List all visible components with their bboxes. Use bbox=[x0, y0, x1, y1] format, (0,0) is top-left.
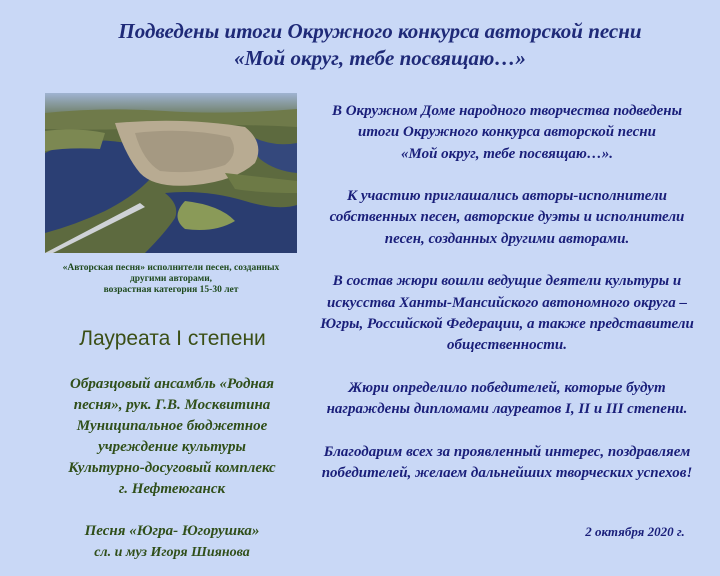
body-line: собственных песен, авторские дуэты и исполнители bbox=[329, 209, 685, 226]
winner-line-3: Муниципальное бюджетное bbox=[76, 418, 268, 434]
winner-line-5: Культурно-досуговый комплекс bbox=[68, 460, 276, 476]
spacer bbox=[300, 420, 714, 441]
body-line: К участию приглашались авторы-исполнители bbox=[346, 188, 668, 205]
body-line: Благодарим всех за проявленный интерес, поздравляем bbox=[323, 443, 691, 460]
title-line-1: Подведены итоги Окружного конкурса авторской песни bbox=[118, 19, 642, 43]
laureate-heading: Лауреата I степени bbox=[79, 327, 266, 350]
body-line: «Мой округ, тебе посвящаю…». bbox=[400, 145, 614, 162]
page-title bbox=[40, 18, 720, 72]
winner-block bbox=[36, 374, 308, 563]
publication-date: 2 октября 2020 г. bbox=[585, 524, 685, 539]
caption-line-1: «Авторская песня» исполнители песен, созданных bbox=[62, 263, 280, 273]
body-line: награждены дипломами лауреатов I, II и III степени. bbox=[326, 401, 688, 418]
body-line: общественности. bbox=[446, 337, 567, 354]
paragraph-jury bbox=[300, 271, 714, 356]
spacer bbox=[300, 250, 714, 271]
aerial-photo-illustration bbox=[45, 93, 297, 253]
body-line: искусства Ханты-Мансийского автономного округа – bbox=[327, 294, 687, 311]
article-body bbox=[300, 101, 714, 484]
spacer bbox=[300, 357, 714, 378]
body-line: Жюри определило победителей, которые будут bbox=[348, 379, 666, 396]
body-line: Югры, Российской Федерации, а также представители bbox=[320, 315, 694, 332]
body-line: итоги Окружного конкурса авторской песни bbox=[358, 124, 656, 141]
winner-line-2: песня», рук. Г.В. Москвитина bbox=[73, 397, 271, 413]
winner-line-1: Образцовый ансамбль «Родная bbox=[70, 376, 274, 392]
body-line: В состав жюри вошли ведущие деятели культуры и bbox=[332, 273, 682, 290]
paragraph-thanks bbox=[300, 442, 714, 485]
aerial-town-photo bbox=[45, 93, 297, 253]
title-line-2: «Мой округ, тебе посвящаю…» bbox=[234, 46, 526, 70]
body-line: победителей, желаем дальнейших творческих успехов! bbox=[321, 465, 693, 482]
paragraph-intro bbox=[300, 101, 714, 165]
body-line: песен, созданных другими авторами. bbox=[384, 230, 630, 247]
winner-line-4: учреждение культуры bbox=[98, 439, 246, 455]
winner-song: Песня «Югра- Югорушка» bbox=[84, 523, 260, 539]
winner-authors: сл. и муз Игоря Шиянова bbox=[94, 545, 250, 560]
paragraph-winners bbox=[300, 378, 714, 421]
spacer bbox=[300, 165, 714, 186]
paragraph-participants bbox=[300, 186, 714, 250]
winner-line-6: г. Нефтеюганск bbox=[118, 481, 226, 497]
spacer bbox=[36, 500, 308, 521]
body-line: В Окружном Доме народного творчества подведены bbox=[331, 103, 683, 119]
caption-line-2: другими авторами, bbox=[129, 274, 213, 284]
category-caption bbox=[42, 263, 300, 296]
caption-line-3: возрастная категория 15-30 лет bbox=[103, 285, 239, 295]
